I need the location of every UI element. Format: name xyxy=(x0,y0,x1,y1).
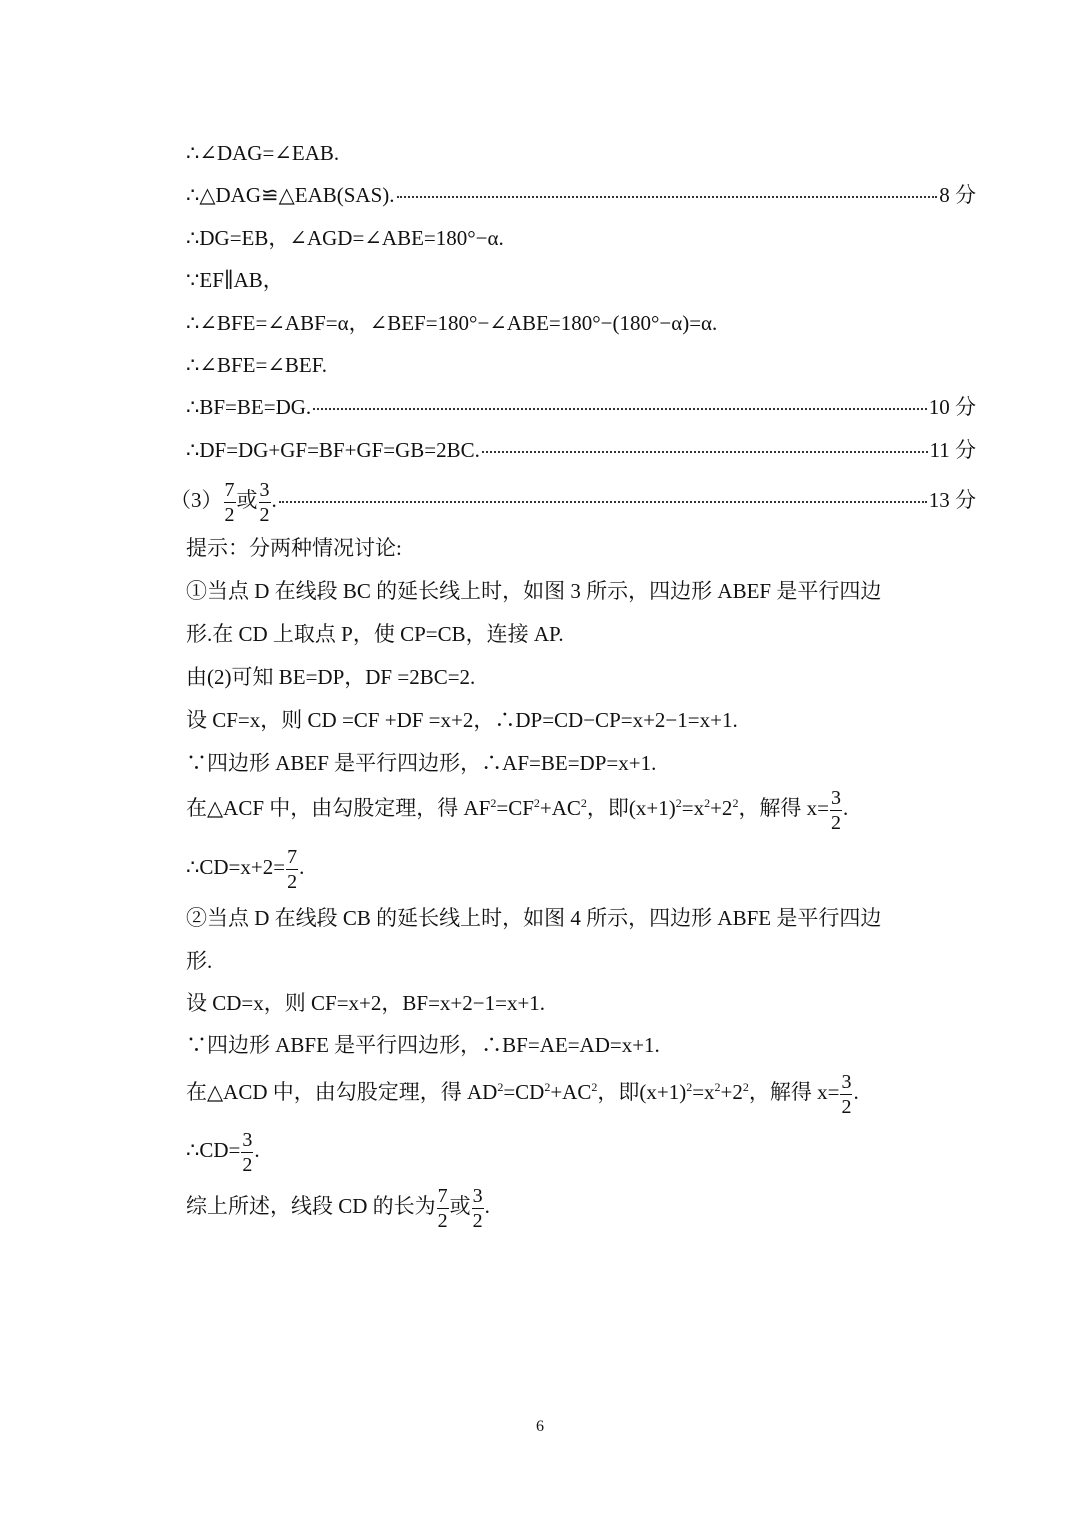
line-7-text: ∴BF=BE=DG. xyxy=(186,395,312,419)
numerator: 3 xyxy=(259,478,270,501)
line-2 xyxy=(186,180,976,210)
exponent: 2 xyxy=(580,796,587,810)
numerator: 7 xyxy=(224,478,235,501)
line-23 xyxy=(186,1126,976,1174)
text-seg: =CF xyxy=(496,796,534,820)
line-13: 由(2)可知 BE=DP，DF =2BC=2. xyxy=(186,665,476,689)
line-9-text xyxy=(170,478,277,525)
line-1: ∴∠DAG=∠EAB. xyxy=(186,141,340,165)
line-17 xyxy=(186,843,976,891)
leader-dots xyxy=(397,196,938,198)
score-label: 13 分 xyxy=(928,488,976,512)
line-16 xyxy=(186,784,976,832)
text-seg: ∴CD=x+2= xyxy=(186,855,286,879)
line-19: 形. xyxy=(186,949,213,973)
exponent: 2 xyxy=(533,796,540,810)
line-8 xyxy=(186,435,976,465)
leader-dots xyxy=(313,408,927,410)
exponent: 2 xyxy=(675,796,682,810)
fraction-bar xyxy=(840,1094,852,1095)
line-6: ∴∠BFE=∠BEF. xyxy=(186,353,327,377)
period: . xyxy=(271,488,277,512)
text-seg: ，即(x+1) xyxy=(597,1080,687,1104)
numerator: 3 xyxy=(831,786,842,809)
line-14: 设 CF=x，则 CD =CF +DF =x+2，∴DP=CD−CP=x+2−1=x+1. xyxy=(186,708,738,732)
text-seg: =CD xyxy=(503,1080,545,1104)
score-label: 11 分 xyxy=(929,438,976,462)
fraction-bar xyxy=(259,502,271,503)
line-20: 设 CD=x，则 CF=x+2，BF=x+2−1=x+1. xyxy=(186,991,546,1015)
exponent: 2 xyxy=(714,1080,721,1094)
line-10: 提示：分两种情况讨论: xyxy=(186,536,402,560)
exponent: 2 xyxy=(544,1080,551,1094)
numerator: 7 xyxy=(287,845,298,868)
or-word: 或 xyxy=(449,1194,471,1218)
line-4: ∵EF∥AB， xyxy=(186,268,284,292)
denominator: 2 xyxy=(831,811,842,834)
fraction-seven-half xyxy=(224,480,236,525)
fraction-three-half xyxy=(472,1186,484,1231)
line-18: ②当点 D 在线段 CB 的延长线上时，如图 4 所示，四边形 ABFE 是平行四边 xyxy=(186,906,882,930)
exponent: 2 xyxy=(732,796,739,810)
leader-dots xyxy=(279,501,927,503)
text-seg: +AC xyxy=(550,1080,592,1104)
fraction-three-half xyxy=(241,1130,253,1175)
numerator: 3 xyxy=(472,1184,483,1207)
line-15: ∵四边形 ABEF 是平行四边形，∴AF=BE=DP=x+1. xyxy=(186,751,657,775)
fraction-seven-half xyxy=(286,847,298,892)
fraction-seven-half xyxy=(437,1186,449,1231)
text-seg: ，即(x+1) xyxy=(586,796,676,820)
exponent: 2 xyxy=(591,1080,598,1094)
exponent: 2 xyxy=(490,796,497,810)
part-label: （3） xyxy=(170,488,223,512)
line-22 xyxy=(186,1068,976,1116)
text-seg: +AC xyxy=(539,796,581,820)
period: . xyxy=(299,855,305,879)
line-24 xyxy=(186,1182,976,1230)
denominator: 2 xyxy=(287,870,298,893)
text-seg: 在△ACD 中，由勾股定理，得 AD xyxy=(186,1080,498,1104)
text-seg: =x xyxy=(692,1080,715,1104)
period: . xyxy=(484,1194,490,1218)
denominator: 2 xyxy=(242,1153,253,1176)
score-label: 8 分 xyxy=(939,183,976,207)
line-11: ①当点 D 在线段 BC 的延长线上时，如图 3 所示，四边形 ABEF 是平行四边 xyxy=(186,579,882,603)
fraction-three-half xyxy=(259,480,271,525)
text-seg: 在△ACF 中，由勾股定理，得 AF xyxy=(186,796,491,820)
fraction-three-half xyxy=(830,788,842,833)
numerator: 7 xyxy=(437,1184,448,1207)
line-21: ∵四边形 ABFE 是平行四边形，∴BF=AE=AD=x+1. xyxy=(186,1033,660,1057)
exponent: 2 xyxy=(497,1080,504,1094)
fraction-bar xyxy=(830,810,842,811)
denominator: 2 xyxy=(437,1209,448,1232)
fraction-bar xyxy=(286,869,298,870)
denominator: 2 xyxy=(841,1095,852,1118)
fraction-bar xyxy=(472,1208,484,1209)
period: . xyxy=(843,796,849,820)
line-9 xyxy=(170,478,976,526)
fraction-three-half xyxy=(840,1072,852,1117)
text-seg: ，解得 x= xyxy=(748,1080,840,1104)
line-2-text: ∴△DAG≌△EAB(SAS). xyxy=(186,183,395,207)
denominator: 2 xyxy=(472,1209,483,1232)
exponent: 2 xyxy=(742,1080,749,1094)
fraction-bar xyxy=(224,502,236,503)
denominator: 2 xyxy=(224,503,235,526)
text-seg: +2 xyxy=(710,796,733,820)
or-word: 或 xyxy=(236,488,258,512)
text-seg: +2 xyxy=(720,1080,743,1104)
page-number: 6 xyxy=(536,1418,544,1435)
period: . xyxy=(254,1138,260,1162)
denominator: 2 xyxy=(259,503,270,526)
line-8-text: ∴DF=DG+GF=BF+GF=GB=2BC. xyxy=(186,438,480,462)
line-3: ∴DG=EB，∠AGD=∠ABE=180°−α. xyxy=(186,226,504,250)
period: . xyxy=(853,1080,859,1104)
text-seg: =x xyxy=(681,796,705,820)
line-12: 形.在 CD 上取点 P，使 CP=CB，连接 AP. xyxy=(186,622,564,646)
text-seg: ，解得 x= xyxy=(738,796,830,820)
exponent: 2 xyxy=(704,796,711,810)
text-seg: ∴CD= xyxy=(186,1138,241,1162)
fraction-bar xyxy=(437,1208,449,1209)
exponent: 2 xyxy=(686,1080,693,1094)
fraction-bar xyxy=(241,1152,253,1153)
line-7 xyxy=(186,392,976,422)
score-label: 10 分 xyxy=(928,395,976,419)
leader-dots xyxy=(482,451,928,453)
line-5: ∴∠BFE=∠ABF=α，∠BEF=180°−∠ABE=180°−(180°−α)=α. xyxy=(186,311,718,335)
numerator: 3 xyxy=(841,1070,852,1093)
text-seg: 综上所述，线段 CD 的长为 xyxy=(186,1194,436,1218)
numerator: 3 xyxy=(242,1128,253,1151)
